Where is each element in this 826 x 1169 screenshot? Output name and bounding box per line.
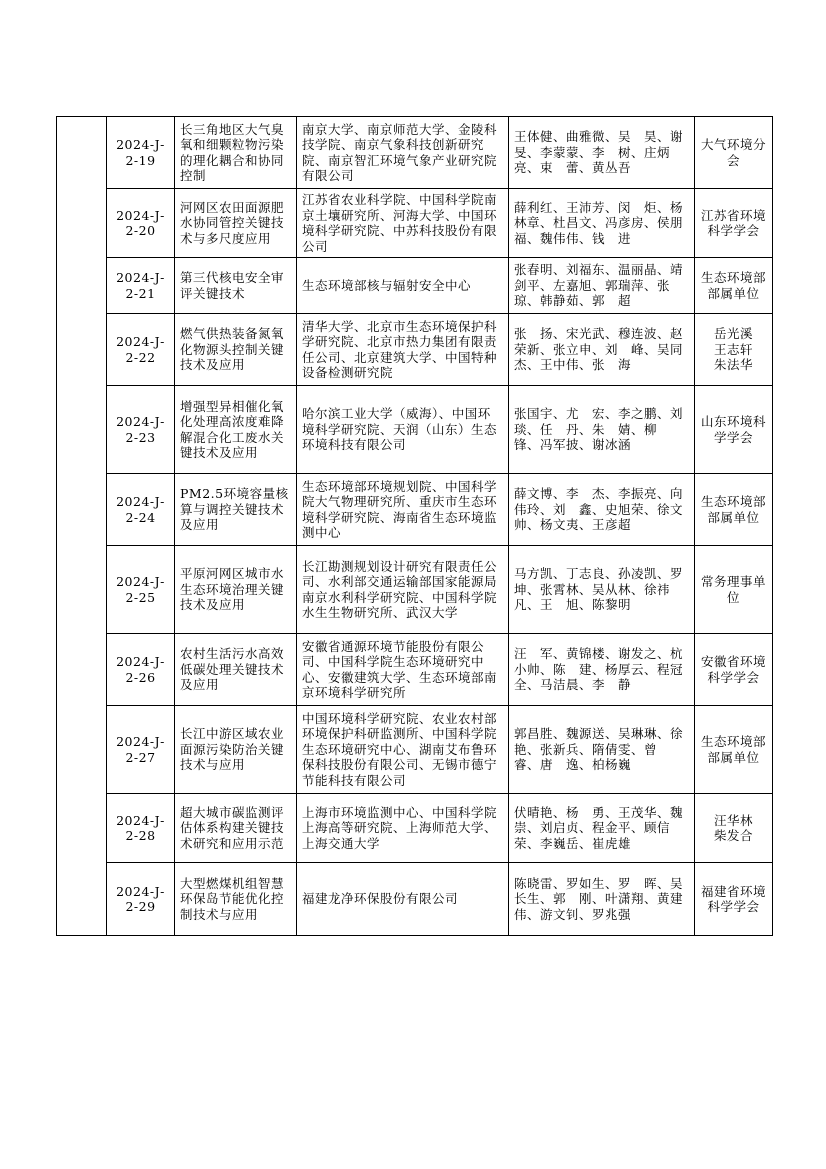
recommender-cell: 岳光溪 王志轩 朱法华 (695, 314, 773, 386)
table-row (57, 386, 773, 474)
completion-units-cell: 安徽省通源环境节能股份有限公司、中国科学院生态环境研究中心、安徽建筑大学、生态环境部南京环境科学研究所 (297, 634, 509, 706)
recommender-cell: 生态环境部部属单位 (695, 706, 773, 794)
table-row (57, 863, 773, 936)
table-row (57, 706, 773, 794)
table-row (57, 117, 773, 189)
project-code-cell: 2024-J-2-27 (107, 706, 175, 794)
table-row (57, 634, 773, 706)
completion-units-cell: 哈尔滨工业大学（威海）、中国环境科学研究院、天润（山东）生态环境科技有限公司 (297, 386, 509, 474)
project-name-cell: 第三代核电安全审评关键技术 (175, 258, 297, 314)
completion-units-cell: 长江勘测规划设计研究有限责任公司、水利部交通运输部国家能源局南京水利科学研究院、中国科学院水生生物研究所、武汉大学 (297, 546, 509, 634)
project-code-cell: 2024-J-2-28 (107, 794, 175, 863)
completion-units-cell: 生态环境部环境规划院、中国科学院大气物理研究所、重庆市生态环境科学研究院、海南省生态环境监测中心 (297, 474, 509, 546)
completion-units-cell: 上海市环境监测中心、中国科学院上海高等研究院、上海师范大学、上海交通大学 (297, 794, 509, 863)
project-name-cell: 增强型异相催化氧化处理高浓度难降解混合化工废水关键技术及应用 (175, 386, 297, 474)
recommender-cell: 福建省环境科学学会 (695, 863, 773, 936)
candidates-cell: 陈晓雷、罗如生、罗 晖、吴长生、郭 刚、叶潇翔、黄建伟、游文钊、罗兆强 (509, 863, 695, 936)
table-row (57, 474, 773, 546)
project-name-cell: 长三角地区大气臭氧和细颗粒物污染的理化耦合和协同控制 (175, 117, 297, 189)
project-name-cell: 平原河网区城市水生态环境治理关键技术及应用 (175, 546, 297, 634)
completion-units-cell: 清华大学、北京市生态环境保护科学研究院、北京市热力集团有限责任公司、北京建筑大学、中国特种设备检测研究院 (297, 314, 509, 386)
recommender-cell: 常务理事单位 (695, 546, 773, 634)
table-row (57, 189, 773, 258)
recommender-cell: 汪华林 柴发合 (695, 794, 773, 863)
candidates-cell: 汪 军、黄锦楼、谢发之、杭小帅、陈 建、杨厚云、程冠全、马洁晨、李 静 (509, 634, 695, 706)
category-cell (57, 117, 107, 936)
recommender-cell: 生态环境部部属单位 (695, 474, 773, 546)
award-table-body (57, 117, 773, 936)
candidates-cell: 张春明、刘福东、温丽晶、靖剑平、左嘉旭、郭瑞萍、张 琼、韩静茹、郭 超 (509, 258, 695, 314)
project-code-cell: 2024-J-2-24 (107, 474, 175, 546)
recommender-cell: 江苏省环境科学学会 (695, 189, 773, 258)
candidates-cell: 薛利红、王沛芳、闵 炬、杨林章、杜昌文、冯彦房、侯朋福、魏伟伟、钱 进 (509, 189, 695, 258)
recommender-cell: 安徽省环境科学学会 (695, 634, 773, 706)
recommender-cell: 生态环境部部属单位 (695, 258, 773, 314)
project-name-cell: 河网区农田面源肥水协同管控关键技术与多尺度应用 (175, 189, 297, 258)
completion-units-cell: 南京大学、南京师范大学、金陵科技学院、南京气象科技创新研究院、南京智汇环境气象产业研究院有限公司 (297, 117, 509, 189)
candidates-cell: 郭昌胜、魏源送、吴琳琳、徐 艳、张新兵、隋倩雯、曾 睿、唐 逸、柏杨巍 (509, 706, 695, 794)
recommender-cell: 山东环境科学学会 (695, 386, 773, 474)
recommender-cell: 大气环境分会 (695, 117, 773, 189)
candidates-cell: 马方凯、丁志良、孙凌凯、罗 坤、张霄林、吴从林、徐祎凡、王 旭、陈黎明 (509, 546, 695, 634)
candidates-cell: 王体健、曲雅微、吴 昊、谢 旻、李蒙蒙、李 树、庄炳亮、束 蕾、黄丛吾 (509, 117, 695, 189)
project-code-cell: 2024-J-2-29 (107, 863, 175, 936)
table-row (57, 258, 773, 314)
project-code-cell: 2024-J-2-25 (107, 546, 175, 634)
project-name-cell: 大型燃煤机组智慧环保岛节能优化控制技术与应用 (175, 863, 297, 936)
completion-units-cell: 福建龙净环保股份有限公司 (297, 863, 509, 936)
table-row (57, 314, 773, 386)
project-code-cell: 2024-J-2-20 (107, 189, 175, 258)
project-code-cell: 2024-J-2-23 (107, 386, 175, 474)
candidates-cell: 伏晴艳、杨 勇、王茂华、魏 崇、刘启贞、程金平、顾信荣、李巍岳、崔虎雄 (509, 794, 695, 863)
project-name-cell: 燃气供热装备氮氧化物源头控制关键技术及应用 (175, 314, 297, 386)
completion-units-cell: 江苏省农业科学院、中国科学院南京土壤研究所、河海大学、中国环境科学研究院、中苏科技股份有限公司 (297, 189, 509, 258)
project-code-cell: 2024-J-2-21 (107, 258, 175, 314)
table-row (57, 794, 773, 863)
completion-units-cell: 生态环境部核与辐射安全中心 (297, 258, 509, 314)
candidates-cell: 张 扬、宋光武、穆连波、赵荣新、张立申、刘 峰、吴同杰、王中伟、张 海 (509, 314, 695, 386)
project-name-cell: 超大城市碳监测评估体系构建关键技术研究和应用示范 (175, 794, 297, 863)
completion-units-cell: 中国环境科学研究院、农业农村部环境保护科研监测所、中国科学院生态环境研究中心、湖南艾布鲁环保科技股份有限公司、无锡市德宁节能科技有限公司 (297, 706, 509, 794)
project-code-cell: 2024-J-2-19 (107, 117, 175, 189)
project-name-cell: 长江中游区域农业面源污染防治关键技术与应用 (175, 706, 297, 794)
award-table (56, 116, 773, 936)
candidates-cell: 张国宇、尤 宏、李之鹏、刘 琰、任 丹、朱 婧、柳 锋、冯军披、谢冰涵 (509, 386, 695, 474)
project-name-cell: 农村生活污水高效低碳处理关键技术及应用 (175, 634, 297, 706)
project-code-cell: 2024-J-2-26 (107, 634, 175, 706)
project-code-cell: 2024-J-2-22 (107, 314, 175, 386)
candidates-cell: 薛文博、李 杰、李振亮、向伟玲、刘 鑫、史旭荣、徐文帅、杨文夷、王彦超 (509, 474, 695, 546)
project-name-cell: PM2.5环境容量核算与调控关键技术及应用 (175, 474, 297, 546)
table-row (57, 546, 773, 634)
